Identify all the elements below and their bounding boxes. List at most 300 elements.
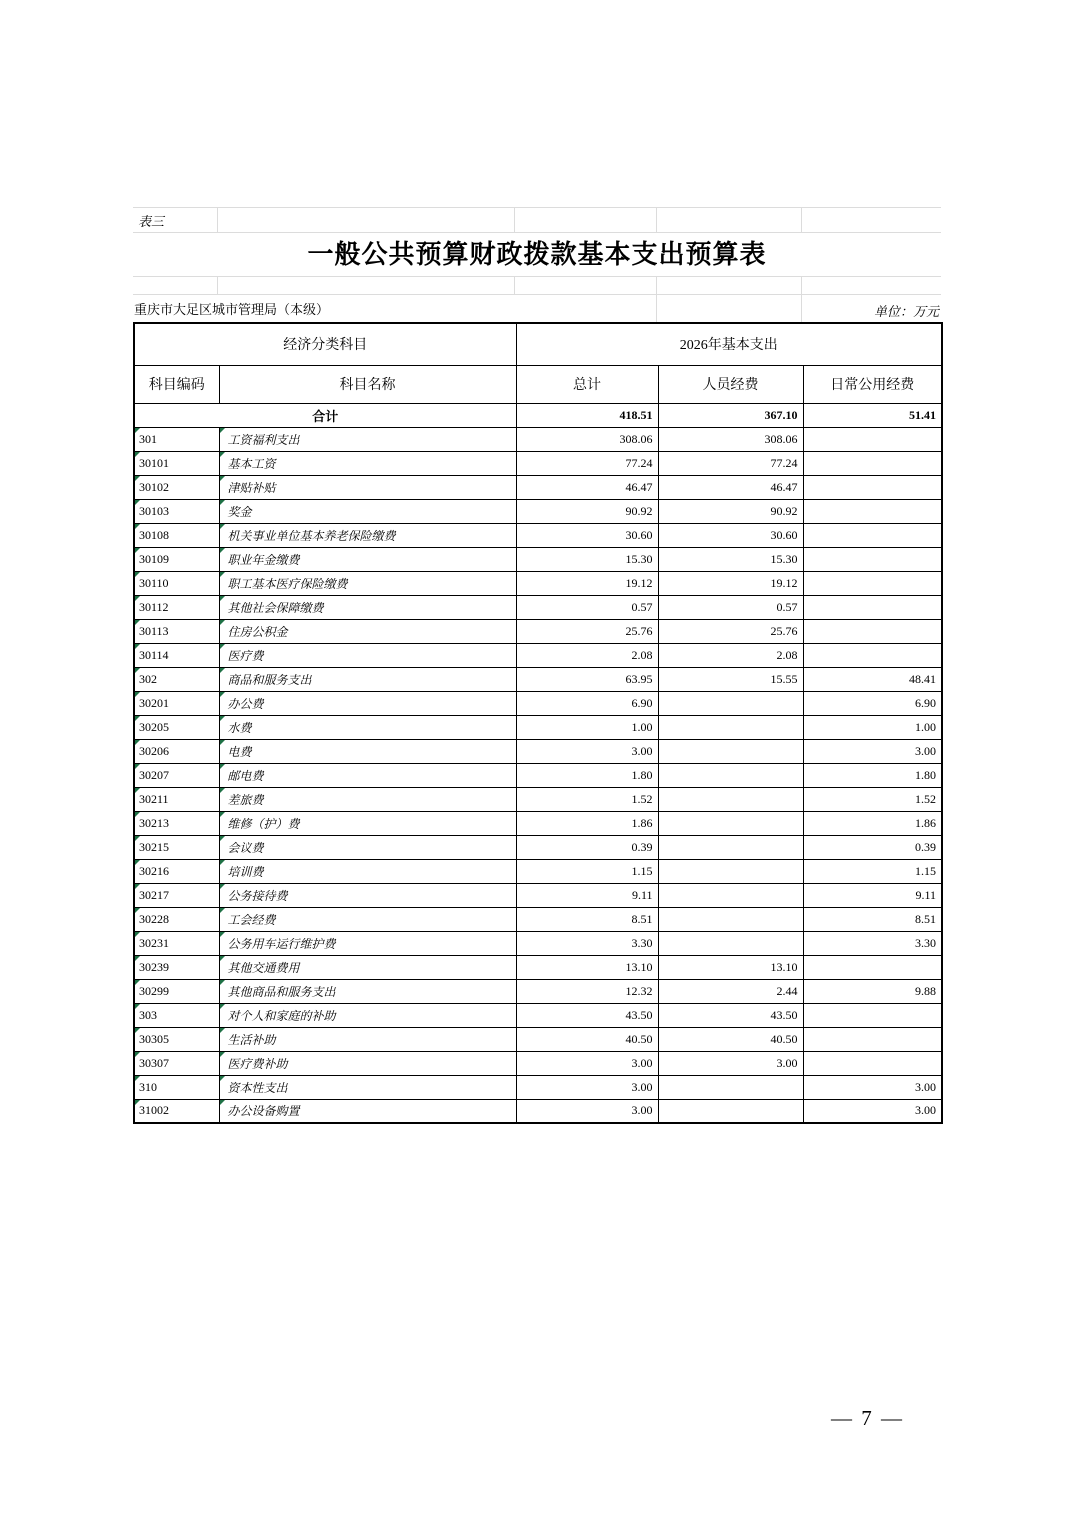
subject-code-text: 30217 xyxy=(139,887,169,902)
subject-name-text: 机关事业单位基本养老保险缴费 xyxy=(227,528,396,543)
green-triangle-icon xyxy=(135,452,140,457)
subject-code-text: 30110 xyxy=(139,575,169,590)
daily-value-cell: 9.11 xyxy=(803,883,942,907)
personnel-value-cell: 2.44 xyxy=(658,979,803,1003)
subject-code-cell xyxy=(134,595,219,619)
faint-gridline xyxy=(133,232,941,233)
subject-code-cell xyxy=(134,619,219,643)
green-triangle-icon xyxy=(135,812,140,817)
total-value-cell: 0.39 xyxy=(516,835,658,859)
subject-code-cell xyxy=(134,427,219,451)
subject-code-text: 30211 xyxy=(139,791,169,806)
personnel-value-cell xyxy=(658,763,803,787)
personnel-value-cell: 90.92 xyxy=(658,499,803,523)
green-triangle-icon xyxy=(135,428,140,433)
personnel-value-cell xyxy=(658,883,803,907)
subject-code-cell xyxy=(134,859,219,883)
subject-name-cell xyxy=(219,523,516,547)
daily-value-cell xyxy=(803,475,942,499)
personnel-value-cell: 2.08 xyxy=(658,643,803,667)
subject-code-cell xyxy=(134,715,219,739)
subject-code-text: 30228 xyxy=(139,911,169,926)
personnel-value-cell: 308.06 xyxy=(658,427,803,451)
subject-code-cell xyxy=(134,787,219,811)
total-row xyxy=(134,403,942,427)
subject-name-text: 津贴补贴 xyxy=(227,480,276,495)
subject-name-cell xyxy=(219,571,516,595)
subject-name-text: 水费 xyxy=(227,720,252,735)
personnel-value-cell xyxy=(658,835,803,859)
daily-value-cell xyxy=(803,499,942,523)
green-triangle-icon xyxy=(135,1004,140,1009)
total-value-cell: 3.30 xyxy=(516,931,658,955)
subject-name-text: 培训费 xyxy=(227,864,264,879)
header-area xyxy=(133,207,941,322)
daily-value-cell: 3.00 xyxy=(803,739,942,763)
total-value-cell: 77.24 xyxy=(516,451,658,475)
total-value-cell: 1.15 xyxy=(516,859,658,883)
subject-code-cell xyxy=(134,739,219,763)
column-header-daily-public: 日常公用经费 xyxy=(803,365,942,403)
green-triangle-icon xyxy=(220,620,225,625)
table-row xyxy=(134,691,942,715)
daily-value-cell xyxy=(803,595,942,619)
table-row xyxy=(134,1003,942,1027)
total-value-cell: 8.51 xyxy=(516,907,658,931)
table-row xyxy=(134,547,942,571)
green-triangle-icon xyxy=(135,740,140,745)
faint-gridline xyxy=(514,207,515,232)
subject-name-cell xyxy=(219,979,516,1003)
column-header-subject-name: 科目名称 xyxy=(219,365,516,403)
faint-gridline xyxy=(514,276,515,294)
subject-code-cell xyxy=(134,811,219,835)
table-row xyxy=(134,931,942,955)
total-value-cell: 30.60 xyxy=(516,523,658,547)
table-header-columns-row xyxy=(134,365,942,403)
subject-name-cell xyxy=(219,715,516,739)
organization-label: 重庆市大足区城市管理局（本级） xyxy=(134,302,330,317)
green-triangle-icon xyxy=(220,524,225,529)
subject-name-text: 公务用车运行维护费 xyxy=(227,936,336,951)
daily-value-cell: 3.00 xyxy=(803,1075,942,1099)
total-value-cell: 1.86 xyxy=(516,811,658,835)
subject-name-text: 奖金 xyxy=(227,504,252,519)
subject-code-text: 30112 xyxy=(139,599,169,614)
total-value-cell: 90.92 xyxy=(516,499,658,523)
personnel-value-cell: 43.50 xyxy=(658,1003,803,1027)
daily-value-cell: 0.39 xyxy=(803,835,942,859)
green-triangle-icon xyxy=(220,956,225,961)
subject-name-text: 公务接待费 xyxy=(227,888,288,903)
total-row-personnel-cell: 367.10 xyxy=(658,403,803,427)
subject-code-text: 30207 xyxy=(139,767,169,782)
daily-value-cell: 8.51 xyxy=(803,907,942,931)
subject-code-text: 30239 xyxy=(139,959,169,974)
subject-name-cell xyxy=(219,763,516,787)
subject-code-text: 30102 xyxy=(139,479,169,494)
daily-value-cell: 1.86 xyxy=(803,811,942,835)
green-triangle-icon xyxy=(220,500,225,505)
green-triangle-icon xyxy=(220,1052,225,1057)
green-triangle-icon xyxy=(135,1028,140,1033)
green-triangle-icon xyxy=(135,980,140,985)
table-row xyxy=(134,523,942,547)
subject-name-cell xyxy=(219,859,516,883)
budget-table xyxy=(133,322,943,1124)
subject-name-cell xyxy=(219,907,516,931)
green-triangle-icon xyxy=(135,716,140,721)
subject-code-text: 310 xyxy=(139,1079,157,1094)
green-triangle-icon xyxy=(220,740,225,745)
total-value-cell: 1.00 xyxy=(516,715,658,739)
green-triangle-icon xyxy=(220,1004,225,1009)
green-triangle-icon xyxy=(220,692,225,697)
subject-name-cell xyxy=(219,955,516,979)
subject-code-text: 31002 xyxy=(139,1103,169,1118)
daily-value-cell: 1.15 xyxy=(803,859,942,883)
subject-name-text: 工会经费 xyxy=(227,912,276,927)
subject-name-text: 会议费 xyxy=(227,840,264,855)
header-economic-classification: 经济分类科目 xyxy=(134,323,516,365)
faint-gridline xyxy=(133,207,941,208)
green-triangle-icon xyxy=(135,572,140,577)
subject-code-text: 30201 xyxy=(139,695,169,710)
personnel-value-cell: 15.30 xyxy=(658,547,803,571)
green-triangle-icon xyxy=(135,908,140,913)
table-row xyxy=(134,715,942,739)
table-row xyxy=(134,595,942,619)
green-triangle-icon xyxy=(135,620,140,625)
green-triangle-icon xyxy=(220,476,225,481)
total-value-cell: 6.90 xyxy=(516,691,658,715)
subject-code-text: 30205 xyxy=(139,719,169,734)
green-triangle-icon xyxy=(220,1100,225,1105)
subject-name-text: 基本工资 xyxy=(227,456,276,471)
faint-gridline xyxy=(801,294,802,322)
column-header-subject-code: 科目编码 xyxy=(134,365,219,403)
total-value-cell: 40.50 xyxy=(516,1027,658,1051)
subject-code-cell xyxy=(134,1099,219,1123)
subject-code-cell xyxy=(134,1075,219,1099)
daily-value-cell xyxy=(803,1003,942,1027)
green-triangle-icon xyxy=(220,596,225,601)
subject-name-text: 其他社会保障缴费 xyxy=(227,600,324,615)
green-triangle-icon xyxy=(135,692,140,697)
subject-name-text: 住房公积金 xyxy=(227,624,288,639)
table-row xyxy=(134,955,942,979)
subject-code-cell xyxy=(134,499,219,523)
table-row xyxy=(134,739,942,763)
faint-gridline xyxy=(133,276,941,277)
personnel-value-cell: 13.10 xyxy=(658,955,803,979)
subject-name-cell xyxy=(219,667,516,691)
personnel-value-cell xyxy=(658,931,803,955)
table-row xyxy=(134,619,942,643)
personnel-value-cell: 15.55 xyxy=(658,667,803,691)
table-row xyxy=(134,811,942,835)
green-triangle-icon xyxy=(220,932,225,937)
daily-value-cell: 3.00 xyxy=(803,1099,942,1123)
subject-code-cell xyxy=(134,547,219,571)
personnel-value-cell xyxy=(658,691,803,715)
personnel-value-cell xyxy=(658,787,803,811)
total-value-cell: 46.47 xyxy=(516,475,658,499)
total-value-cell: 19.12 xyxy=(516,571,658,595)
subject-code-cell xyxy=(134,1027,219,1051)
personnel-value-cell: 46.47 xyxy=(658,475,803,499)
subject-code-cell xyxy=(134,667,219,691)
subject-name-text: 职工基本医疗保险缴费 xyxy=(227,576,348,591)
subject-code-text: 30305 xyxy=(139,1031,169,1046)
total-value-cell: 308.06 xyxy=(516,427,658,451)
subject-code-cell xyxy=(134,763,219,787)
subject-name-text: 医疗费 xyxy=(227,648,264,663)
total-value-cell: 1.52 xyxy=(516,787,658,811)
green-triangle-icon xyxy=(220,428,225,433)
daily-value-cell xyxy=(803,547,942,571)
green-triangle-icon xyxy=(220,572,225,577)
subject-name-text: 商品和服务支出 xyxy=(227,672,312,687)
page-title: 一般公共预算财政拨款基本支出预算表 xyxy=(307,240,767,269)
subject-code-text: 30108 xyxy=(139,527,169,542)
table-row xyxy=(134,979,942,1003)
personnel-value-cell: 25.76 xyxy=(658,619,803,643)
daily-value-cell: 3.30 xyxy=(803,931,942,955)
daily-value-cell: 9.88 xyxy=(803,979,942,1003)
subject-name-cell xyxy=(219,547,516,571)
subject-name-cell xyxy=(219,499,516,523)
table-row xyxy=(134,475,942,499)
table-number-label: 表三 xyxy=(138,214,165,229)
subject-name-cell xyxy=(219,1075,516,1099)
green-triangle-icon xyxy=(135,548,140,553)
personnel-value-cell xyxy=(658,1075,803,1099)
green-triangle-icon xyxy=(220,860,225,865)
daily-value-cell xyxy=(803,619,942,643)
subject-code-text: 30215 xyxy=(139,839,169,854)
table-row xyxy=(134,787,942,811)
green-triangle-icon xyxy=(135,764,140,769)
green-triangle-icon xyxy=(220,644,225,649)
total-value-cell: 3.00 xyxy=(516,1051,658,1075)
total-value-cell: 3.00 xyxy=(516,1099,658,1123)
total-value-cell: 1.80 xyxy=(516,763,658,787)
faint-gridline xyxy=(801,207,802,232)
green-triangle-icon xyxy=(220,716,225,721)
green-triangle-icon xyxy=(135,668,140,673)
subject-code-text: 30231 xyxy=(139,935,169,950)
subject-code-cell xyxy=(134,1003,219,1027)
page-number: — 7 — xyxy=(831,1406,904,1430)
subject-code-text: 30206 xyxy=(139,743,169,758)
subject-name-cell xyxy=(219,451,516,475)
subject-name-cell xyxy=(219,619,516,643)
daily-value-cell: 1.80 xyxy=(803,763,942,787)
subject-code-cell xyxy=(134,475,219,499)
subject-code-text: 301 xyxy=(139,431,157,446)
total-value-cell: 12.32 xyxy=(516,979,658,1003)
personnel-value-cell xyxy=(658,907,803,931)
table-row xyxy=(134,835,942,859)
subject-code-text: 30113 xyxy=(139,623,169,638)
table-header-group-row xyxy=(134,323,942,365)
green-triangle-icon xyxy=(220,812,225,817)
column-header-total: 总计 xyxy=(516,365,658,403)
total-value-cell: 25.76 xyxy=(516,619,658,643)
total-value-cell: 2.08 xyxy=(516,643,658,667)
green-triangle-icon xyxy=(135,884,140,889)
daily-value-cell xyxy=(803,571,942,595)
subject-name-cell xyxy=(219,691,516,715)
green-triangle-icon xyxy=(135,1100,140,1105)
subject-name-text: 资本性支出 xyxy=(227,1080,288,1095)
green-triangle-icon xyxy=(135,500,140,505)
subject-code-cell xyxy=(134,931,219,955)
subject-code-cell xyxy=(134,1051,219,1075)
personnel-value-cell: 19.12 xyxy=(658,571,803,595)
subject-name-cell xyxy=(219,931,516,955)
total-row-total-cell: 418.51 xyxy=(516,403,658,427)
subject-name-cell xyxy=(219,739,516,763)
subject-code-text: 30103 xyxy=(139,503,169,518)
header-year-basic-expenditure: 2026年基本支出 xyxy=(516,323,942,365)
unit-label: 单位：万元 xyxy=(873,304,939,319)
faint-gridline xyxy=(801,276,802,294)
green-triangle-icon xyxy=(220,1076,225,1081)
subject-code-cell xyxy=(134,523,219,547)
total-value-cell: 0.57 xyxy=(516,595,658,619)
green-triangle-icon xyxy=(135,860,140,865)
table-row xyxy=(134,1051,942,1075)
green-triangle-icon xyxy=(135,644,140,649)
table-body xyxy=(134,403,942,1123)
subject-code-text: 30216 xyxy=(139,863,169,878)
subject-name-text: 办公费 xyxy=(227,696,264,711)
personnel-value-cell: 30.60 xyxy=(658,523,803,547)
personnel-value-cell xyxy=(658,715,803,739)
faint-gridline xyxy=(656,294,657,322)
total-value-cell: 15.30 xyxy=(516,547,658,571)
personnel-value-cell xyxy=(658,1099,803,1123)
daily-value-cell xyxy=(803,523,942,547)
personnel-value-cell xyxy=(658,811,803,835)
total-value-cell: 9.11 xyxy=(516,883,658,907)
personnel-value-cell: 40.50 xyxy=(658,1027,803,1051)
total-value-cell: 3.00 xyxy=(516,1075,658,1099)
daily-value-cell xyxy=(803,955,942,979)
subject-code-text: 30101 xyxy=(139,455,169,470)
table-row xyxy=(134,1027,942,1051)
faint-gridline xyxy=(656,207,657,232)
table-row xyxy=(134,1075,942,1099)
total-value-cell: 3.00 xyxy=(516,739,658,763)
green-triangle-icon xyxy=(135,524,140,529)
subject-name-text: 差旅费 xyxy=(227,792,264,807)
total-row-label: 合计 xyxy=(134,403,516,427)
green-triangle-icon xyxy=(220,668,225,673)
green-triangle-icon xyxy=(220,836,225,841)
subject-name-text: 办公设备购置 xyxy=(227,1104,300,1119)
subject-name-cell xyxy=(219,1027,516,1051)
subject-code-cell xyxy=(134,643,219,667)
subject-code-text: 30299 xyxy=(139,983,169,998)
green-triangle-icon xyxy=(135,1052,140,1057)
column-header-personnel: 人员经费 xyxy=(658,365,803,403)
subject-name-cell xyxy=(219,427,516,451)
personnel-value-cell: 0.57 xyxy=(658,595,803,619)
subject-name-text: 职业年金缴费 xyxy=(227,552,300,567)
subject-code-text: 30213 xyxy=(139,815,169,830)
subject-name-cell xyxy=(219,1051,516,1075)
green-triangle-icon xyxy=(135,476,140,481)
subject-name-cell xyxy=(219,595,516,619)
personnel-value-cell xyxy=(658,859,803,883)
faint-gridline xyxy=(656,276,657,294)
subject-name-cell xyxy=(219,787,516,811)
personnel-value-cell: 3.00 xyxy=(658,1051,803,1075)
subject-name-text: 电费 xyxy=(227,744,252,759)
daily-value-cell: 1.52 xyxy=(803,787,942,811)
subject-code-cell xyxy=(134,451,219,475)
faint-gridline xyxy=(133,294,941,295)
total-value-cell: 13.10 xyxy=(516,955,658,979)
green-triangle-icon xyxy=(220,1028,225,1033)
table-row xyxy=(134,883,942,907)
green-triangle-icon xyxy=(220,764,225,769)
subject-code-cell xyxy=(134,835,219,859)
daily-value-cell: 1.00 xyxy=(803,715,942,739)
subject-name-cell xyxy=(219,475,516,499)
table-row xyxy=(134,571,942,595)
table-row xyxy=(134,1099,942,1123)
personnel-value-cell: 77.24 xyxy=(658,451,803,475)
table-row xyxy=(134,427,942,451)
subject-name-cell xyxy=(219,811,516,835)
subject-name-text: 生活补助 xyxy=(227,1032,276,1047)
total-value-cell: 43.50 xyxy=(516,1003,658,1027)
table-row xyxy=(134,859,942,883)
green-triangle-icon xyxy=(135,836,140,841)
subject-name-text: 其他交通费用 xyxy=(227,960,300,975)
subject-code-text: 30109 xyxy=(139,551,169,566)
table-row xyxy=(134,499,942,523)
subject-name-text: 医疗费补助 xyxy=(227,1056,288,1071)
daily-value-cell: 48.41 xyxy=(803,667,942,691)
total-row-daily-cell: 51.41 xyxy=(803,403,942,427)
green-triangle-icon xyxy=(135,1076,140,1081)
table-row xyxy=(134,451,942,475)
green-triangle-icon xyxy=(135,932,140,937)
faint-gridline xyxy=(217,207,218,232)
subject-code-text: 303 xyxy=(139,1007,157,1022)
daily-value-cell xyxy=(803,451,942,475)
subject-name-cell xyxy=(219,1003,516,1027)
subject-name-cell xyxy=(219,883,516,907)
table-row xyxy=(134,643,942,667)
green-triangle-icon xyxy=(135,956,140,961)
subject-name-text: 维修（护）费 xyxy=(227,816,300,831)
faint-gridline xyxy=(217,276,218,294)
daily-value-cell xyxy=(803,427,942,451)
daily-value-cell xyxy=(803,1027,942,1051)
subject-code-cell xyxy=(134,571,219,595)
subject-code-cell xyxy=(134,691,219,715)
daily-value-cell xyxy=(803,1051,942,1075)
total-value-cell: 63.95 xyxy=(516,667,658,691)
green-triangle-icon xyxy=(220,788,225,793)
daily-value-cell: 6.90 xyxy=(803,691,942,715)
